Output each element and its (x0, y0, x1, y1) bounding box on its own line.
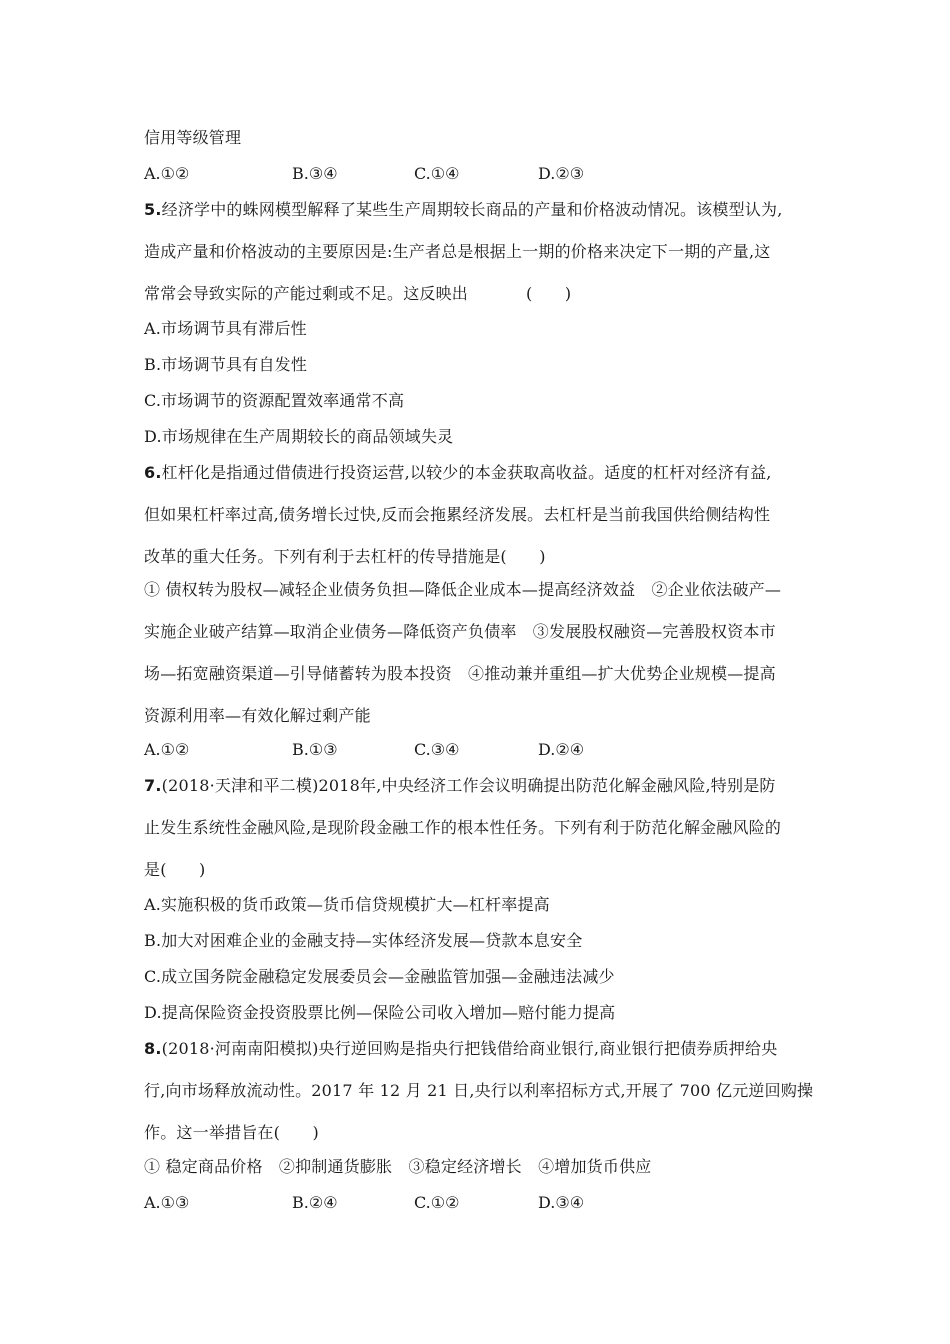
q5-option-d: D.市场规律在生产周期较长的商品领域失灵 (144, 427, 454, 446)
q8-stem-line-2: 行,向市场释放流动性。2017 年 12 月 21 日,央行以利率招标方式,开展了 700 亿元逆回购操 (144, 1081, 814, 1100)
q7-option-a: A.实施积极的货币政策—货币信贷规模扩大—杠杆率提高 (144, 895, 550, 914)
question-number: 8. (144, 1039, 162, 1058)
q7-option-c: C.成立国务院金融稳定发展委员会—金融监管加强—金融违法减少 (144, 967, 615, 986)
q6-statements-line-1: ① 债权转为股权—减轻企业债务负担—降低企业成本—提高经济效益 ②企业依法破产— (144, 580, 782, 599)
q6-option-c: C.③④ (414, 740, 460, 759)
q5-text-3: 常常会导致实际的产能过剩或不足。这反映出 (144, 284, 469, 303)
q5-option-c: C.市场调节的资源配置效率通常不高 (144, 391, 405, 410)
q4-option-b: B.③④ (292, 164, 338, 183)
q6-text-1: 杠杆化是指通过借债进行投资运营,以较少的本金获取高收益。适度的杠杆对经济有益, (161, 463, 772, 482)
q5-stem-line-1 (144, 200, 783, 220)
q6-statements-line-3: 场—拓宽融资渠道—引导储蓄转为股本投资 ④推动兼并重组—扩大优势企业规模—提高 (144, 664, 776, 683)
q7-stem-line-3: 是( ) (144, 860, 206, 879)
q7-text-1: (2018·天津和平二模)2018年,中央经济工作会议明确提出防范化解金融风险,特别是防 (161, 776, 776, 795)
q6-statements-line-2: 实施企业破产结算—取消企业债务—降低资产负债率 ③发展股权融资—完善股权资本市 (144, 622, 776, 641)
q5-option-a: A.市场调节具有滞后性 (144, 319, 307, 338)
q7-option-b: B.加大对困难企业的金融支持—实体经济发展—贷款本息安全 (144, 931, 583, 950)
q8-option-a: A.①③ (144, 1193, 190, 1212)
question-number: 5. (144, 200, 162, 219)
q6-stem-line-1 (144, 463, 772, 483)
q5-option-b: B.市场调节具有自发性 (144, 355, 308, 374)
q6-option-d: D.②④ (538, 740, 585, 759)
q7-stem-line-1 (144, 776, 776, 796)
q4-option-d: D.②③ (538, 164, 585, 183)
q6-statements-line-4: 资源利用率—有效化解过剩产能 (144, 706, 371, 725)
q6-option-b: B.①③ (292, 740, 338, 759)
q5-stem-line-3 (144, 284, 571, 304)
q4-option-c: C.①④ (414, 164, 460, 183)
q7-stem-line-2: 止发生系统性金融风险,是现阶段金融工作的根本性任务。下列有利于防范化解金融风险的 (144, 818, 782, 837)
q8-option-c: C.①② (414, 1193, 460, 1212)
q8-stem-line-1 (144, 1039, 777, 1059)
q7-option-d: D.提高保险资金投资股票比例—保险公司收入增加—赔付能力提高 (144, 1003, 616, 1022)
q8-stem-line-3: 作。这一举措旨在( ) (144, 1123, 319, 1142)
answer-paren: ( ) (526, 284, 572, 303)
question-number: 7. (144, 776, 162, 795)
q4-stem-tail: 信用等级管理 (144, 128, 242, 147)
question-number: 6. (144, 463, 162, 482)
q6-stem-line-2: 但如果杠杆率过高,债务增长过快,反而会拖累经济发展。去杠杆是当前我国供给侧结构性 (144, 505, 771, 524)
q6-option-a: A.①② (144, 740, 190, 759)
q8-text-1: (2018·河南南阳模拟)央行逆回购是指央行把钱借给商业银行,商业银行把债券质押给央 (161, 1039, 778, 1058)
q5-text-1: 经济学中的蛛网模型解释了某些生产周期较长商品的产量和价格波动情况。该模型认为, (161, 200, 783, 219)
q8-statements: ① 稳定商品价格 ②抑制通货膨胀 ③稳定经济增长 ④增加货币供应 (144, 1157, 652, 1176)
q6-stem-line-3: 改革的重大任务。下列有利于去杠杆的传导措施是( ) (144, 547, 546, 566)
q8-option-d: D.③④ (538, 1193, 585, 1212)
q8-option-b: B.②④ (292, 1193, 338, 1212)
q5-stem-line-2: 造成产量和价格波动的主要原因是:生产者总是根据上一期的价格来决定下一期的产量,这 (144, 242, 771, 261)
q4-option-a: A.①② (144, 164, 190, 183)
